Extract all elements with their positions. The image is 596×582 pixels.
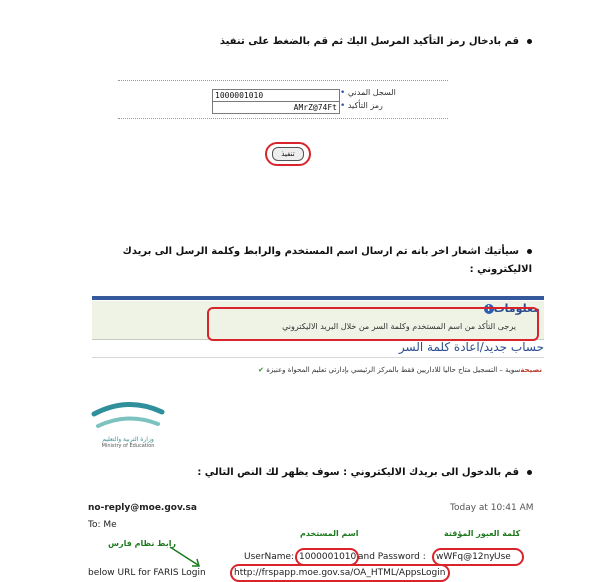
email-time: Today at 10:41 AM: [450, 503, 534, 513]
step1-instruction: قم بادخال رمز التأكيد المرسل اليك ثم قم بالضغط على تنفيذ: [220, 36, 532, 47]
form-top-divider: [118, 80, 448, 81]
url-annotation: رابط نظام فارس: [108, 539, 177, 548]
civil-record-input[interactable]: 1000001010: [212, 89, 340, 102]
info-title: معلوماتi: [481, 302, 540, 315]
execute-button[interactable]: تنفيذ: [272, 147, 304, 161]
bullet-icon: [527, 470, 532, 475]
username-annotation: اسم المستخدم: [300, 529, 359, 538]
form-bottom-divider: [118, 118, 448, 119]
logo-arabic-text: وزارة التربية والتعليم: [102, 436, 154, 443]
use-text: Use: [494, 552, 511, 562]
username-label: UserName:: [244, 552, 295, 562]
check-icon: ✔: [258, 366, 264, 374]
faris-login-link[interactable]: http://frspapp.moe.gov.sa/OA_HTML/AppsLogin: [234, 568, 446, 578]
info-icon: i: [484, 304, 494, 314]
info-highlight: [207, 307, 539, 341]
bullet-icon: [527, 249, 532, 254]
step2-instruction-line1: سيأتيك اشعار اخر بانه تم ارسال اسم المستخدم والرابط وكلمة الرسل الى بريدك: [123, 246, 532, 257]
email-sender: no-reply@moe.gov.sa: [88, 503, 197, 513]
bullet-icon: [527, 39, 532, 44]
success-note: [92, 366, 542, 374]
confirm-code-field[interactable]: [212, 101, 340, 114]
confirm-code-label: رمز التأكيد •: [340, 101, 383, 111]
ministry-logo: [88, 396, 168, 454]
civil-record-label: السجل المدني •: [340, 88, 396, 98]
below-url-text: below URL for FARIS Login: [88, 568, 206, 578]
section-title: حساب جديد/اعادة كلمة السر: [92, 340, 544, 358]
step3-instruction: قم بالدخول الى بريدك الاليكتروني : سوف يظهر لك النص التالي :: [197, 467, 532, 478]
success-tag: نصيحة: [520, 366, 542, 374]
header-strip: [92, 296, 544, 300]
step2-instruction-line2: الاليكتروني :: [469, 264, 532, 275]
logo-english-text: Ministry of Education: [101, 443, 155, 449]
email-to: To: Me: [88, 520, 117, 530]
confirm-code-input[interactable]: AMrZ@74Ft: [212, 101, 340, 114]
and-password-label: and Password :: [358, 552, 426, 562]
success-text: سوية – التسجيل متاح حاليا للاداريين فقط بالمركز الرئيسي بإدارتي تعليم المحواة وعنيزة: [266, 366, 521, 374]
info-message: يرجى التأكد من اسم المستخدم وكلمة السر من خلال البريد الاليكتروني: [282, 322, 516, 331]
logo-wave-icon: [88, 396, 168, 432]
temp-password-annotation: كلمة العبور المؤقتة: [444, 529, 521, 538]
username-value: 1000001010: [299, 552, 357, 562]
password-value: wWFq@12ny: [436, 552, 495, 562]
